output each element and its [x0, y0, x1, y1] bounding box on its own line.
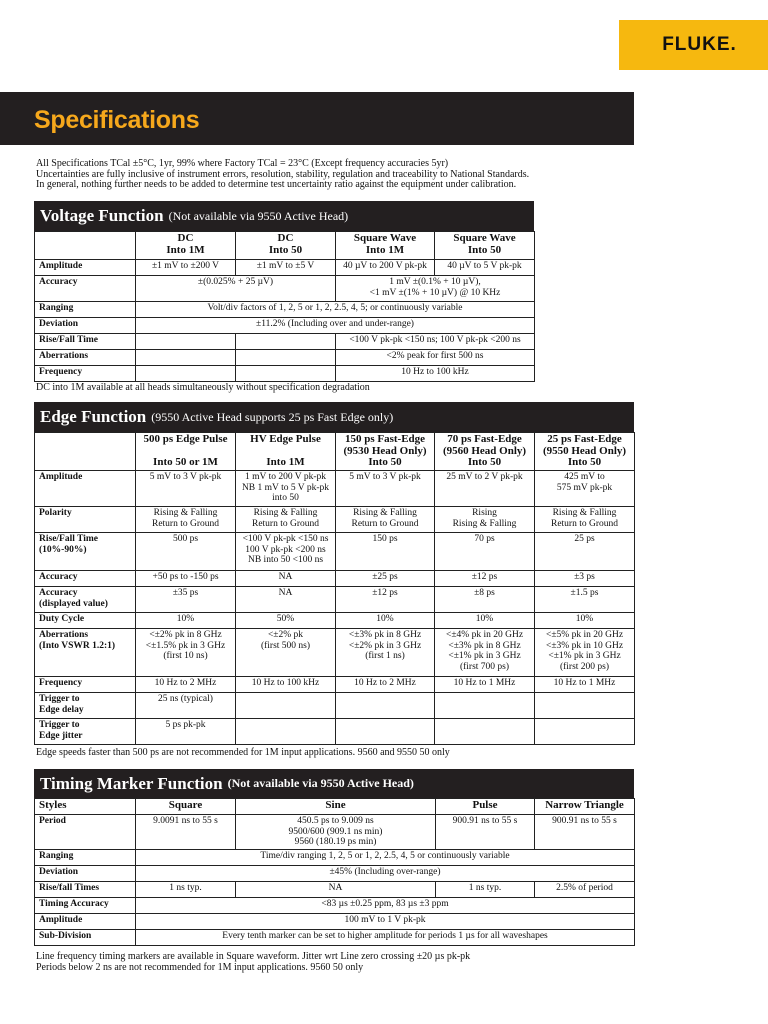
table-cell: Time/div ranging 1, 2, 5 or 1, 2, 2.5, 4, 5 or continuously variable [136, 850, 635, 866]
table-cell: 70 ps [435, 533, 535, 571]
table-cell: 10 Hz to 100 kHz [336, 366, 535, 382]
table-cell: <±4% pk in 20 GHz <±3% pk in 8 GHz <±1% pk in 3 GHz (first 700 ps) [435, 629, 535, 677]
voltage-section-header [34, 201, 534, 231]
table-cell: 900.91 ns to 55 s [535, 815, 635, 850]
voltage-table [34, 231, 535, 382]
table-cell [535, 719, 635, 745]
row-label: Ranging [35, 302, 136, 318]
table-row [35, 613, 635, 629]
table-cell: ±35 ps [136, 587, 236, 613]
logo-text: FLUKE. [662, 34, 737, 55]
table-cell: ±11.2% (Including over and under-range) [136, 318, 535, 334]
table-row [35, 677, 635, 693]
edge-table [34, 432, 635, 745]
table-cell: <±3% pk in 8 GHz <±2% pk in 3 GHz (first 1 ns) [336, 629, 435, 677]
table-cell: 5 mV to 3 V pk-pk [336, 471, 435, 507]
table-row [35, 571, 635, 587]
header-cell: Sine [236, 799, 436, 815]
table-cell: 10 Hz to 100 kHz [236, 677, 336, 693]
table-cell: 10 Hz to 1 MHz [435, 677, 535, 693]
table-cell: NA [236, 882, 436, 898]
row-label: Duty Cycle [35, 613, 136, 629]
edge-subtitle: (9550 Active Head supports 25 ps Fast Edge only) [151, 409, 394, 424]
table-cell: 450.5 ps to 9.009 ns 9500/600 (909.1 ns min) 9560 (180.19 ps min) [236, 815, 436, 850]
header-cell: DC Into 50 [236, 232, 336, 260]
row-label: Rise/Fall Time (10%-90%) [35, 533, 136, 571]
table-cell: ±(0.025% + 25 µV) [136, 276, 336, 302]
table-row [35, 587, 635, 613]
table-cell: 150 ps [336, 533, 435, 571]
voltage-note: DC into 1M available at all heads simultaneously without specification degradation [36, 382, 370, 393]
table-cell: <83 µs ±0.25 ppm, 83 µs ±3 ppm [136, 898, 635, 914]
table-cell: Rising & Falling Return to Ground [535, 507, 635, 533]
table-cell: 9.0091 ns to 55 s [136, 815, 236, 850]
header-cell: Square [136, 799, 236, 815]
page-title: Specifications [34, 106, 200, 134]
table-cell: Rising & Falling Return to Ground [136, 507, 236, 533]
table-cell: <100 V pk-pk <150 ns; 100 V pk-pk <200 ns [336, 334, 535, 350]
edge-section-header [34, 402, 634, 432]
table-cell [236, 366, 336, 382]
edge-title: Edge Function [40, 407, 147, 426]
row-label: Amplitude [35, 914, 136, 930]
row-label: Deviation [35, 318, 136, 334]
table-cell: 25 mV to 2 V pk-pk [435, 471, 535, 507]
table-cell: 10% [336, 613, 435, 629]
table-cell: 25 ns (typical) [136, 693, 236, 719]
table-cell: 10 Hz to 1 MHz [535, 677, 635, 693]
table-row [35, 719, 635, 745]
table-cell [136, 366, 236, 382]
table-cell: 100 mV to 1 V pk-pk [136, 914, 635, 930]
timing-table [34, 798, 635, 946]
table-cell: <100 V pk-pk <150 ns 100 V pk-pk <200 ns NB into 50 <100 ns [236, 533, 336, 571]
header-cell: HV Edge Pulse Into 1M [236, 433, 336, 471]
intro-text [36, 159, 636, 191]
header-cell [35, 232, 136, 260]
table-row [35, 507, 635, 533]
table-cell: ±45% (Including over-range) [136, 866, 635, 882]
table-cell [136, 350, 236, 366]
table-cell [236, 693, 336, 719]
table-cell [435, 719, 535, 745]
row-label: Accuracy [35, 276, 136, 302]
table-cell: 425 mV to 575 mV pk-pk [535, 471, 635, 507]
table-cell: ±25 ps [336, 571, 435, 587]
table-row [35, 693, 635, 719]
header-cell: Narrow Triangle [535, 799, 635, 815]
header-cell: Square Wave Into 50 [435, 232, 535, 260]
table-cell: 1 ns typ. [436, 882, 535, 898]
header-cell [35, 433, 136, 471]
table-cell: 10% [435, 613, 535, 629]
edge-note: Edge speeds faster than 500 ps are not recommended for 1M input applications. 9560 and 9550 50 only [36, 747, 450, 758]
timing-section-header [34, 769, 634, 798]
table-cell: <2% peak for first 500 ns [336, 350, 535, 366]
table-cell [236, 350, 336, 366]
table-cell: ±1 mV to ±5 V [236, 260, 336, 276]
row-label: Frequency [35, 366, 136, 382]
timing-subtitle: (Not available via 9550 Active Head) [227, 776, 414, 790]
header-cell: DC Into 1M [136, 232, 236, 260]
table-cell: Every tenth marker can be set to higher amplitude for periods 1 µs for all waveshapes [136, 930, 635, 946]
header-cell: Styles [35, 799, 136, 815]
table-cell: 500 ps [136, 533, 236, 571]
table-cell: ±1.5 ps [535, 587, 635, 613]
table-cell: +50 ps to -150 ps [136, 571, 236, 587]
table-cell: 50% [236, 613, 336, 629]
intro-line: In general, nothing further needs to be added to determine test uncertainty ratio against the equipment under calibration. [36, 179, 517, 191]
table-cell: ±1 mV to ±200 V [136, 260, 236, 276]
table-cell: 40 µV to 200 V pk-pk [336, 260, 435, 276]
table-cell: 5 ps pk-pk [136, 719, 236, 745]
row-label: Accuracy [35, 571, 136, 587]
row-label: Sub-Division [35, 930, 136, 946]
table-cell: ±3 ps [535, 571, 635, 587]
table-row [35, 471, 635, 507]
header-cell: 150 ps Fast-Edge (9530 Head Only) Into 50 [336, 433, 435, 471]
row-label: Timing Accuracy [35, 898, 136, 914]
table-cell [136, 334, 236, 350]
header-cell: 25 ps Fast-Edge (9550 Head Only) Into 50 [535, 433, 635, 471]
table-cell [236, 719, 336, 745]
row-label: Trigger to Edge delay [35, 693, 136, 719]
table-cell: Rising & Falling Return to Ground [336, 507, 435, 533]
table-cell: 1 ns typ. [136, 882, 236, 898]
header-cell: 500 ps Edge Pulse Into 50 or 1M [136, 433, 236, 471]
table-cell [336, 719, 435, 745]
intro-line: Uncertainties are fully inclusive of instrument errors, resolution, stability, regulation and traceability to National Standards. [36, 168, 530, 180]
row-label: Trigger to Edge jitter [35, 719, 136, 745]
table-cell: 40 µV to 5 V pk-pk [435, 260, 535, 276]
table-cell: ±8 ps [435, 587, 535, 613]
table-cell: 1 mV ±(0.1% + 10 µV), <1 mV ±(1% + 10 µV) @ 10 KHz [336, 276, 535, 302]
table-cell: 2.5% of period [535, 882, 635, 898]
row-label: Rise/fall Times [35, 882, 136, 898]
row-label: Aberrations [35, 350, 136, 366]
voltage-title: Voltage Function [40, 206, 164, 225]
row-label: Deviation [35, 866, 136, 882]
title-bar [0, 92, 634, 145]
timing-note-1: Line frequency timing markers are available in Square waveform. Jitter wrt Line zero crossing ±20 µs pk-pk [36, 951, 471, 962]
table-cell: 10 Hz to 2 MHz [336, 677, 435, 693]
table-cell: ±12 ps [336, 587, 435, 613]
table-cell: 5 mV to 3 V pk-pk [136, 471, 236, 507]
table-cell: <±2% pk in 8 GHz <±1.5% pk in 3 GHz (first 10 ns) [136, 629, 236, 677]
fluke-logo [619, 20, 768, 70]
row-label: Frequency [35, 677, 136, 693]
table-cell: NA [236, 587, 336, 613]
table-cell: Volt/div factors of 1, 2, 5 or 1, 2, 2.5, 4, 5; or continuously variable [136, 302, 535, 318]
table-cell: Rising & Falling Return to Ground [236, 507, 336, 533]
table-cell [435, 693, 535, 719]
table-cell: 10% [136, 613, 236, 629]
row-label: Ranging [35, 850, 136, 866]
table-cell: 900.91 ns to 55 s [436, 815, 535, 850]
table-cell [535, 693, 635, 719]
timing-title: Timing Marker Function [40, 773, 223, 793]
table-cell: <±2% pk (first 500 ns) [236, 629, 336, 677]
table-cell: NA [236, 571, 336, 587]
table-cell: 10% [535, 613, 635, 629]
table-row [35, 629, 635, 677]
table-cell [236, 334, 336, 350]
row-label: Amplitude [35, 260, 136, 276]
table-row [35, 533, 635, 571]
row-label: Accuracy (displayed value) [35, 587, 136, 613]
row-label: Polarity [35, 507, 136, 533]
header-cell: Pulse [436, 799, 535, 815]
table-cell: <±5% pk in 20 GHz <±3% pk in 10 GHz <±1% pk in 3 GHz (first 200 ps) [535, 629, 635, 677]
timing-note-2: Periods below 2 ns are not recommended for 1M input applications. 9560 50 only [36, 962, 364, 973]
table-cell: 1 mV to 200 V pk-pk NB 1 mV to 5 V pk-pk into 50 [236, 471, 336, 507]
row-label: Aberrations (Into VSWR 1.2:1) [35, 629, 136, 677]
table-cell: ±12 ps [435, 571, 535, 587]
voltage-subtitle: (Not available via 9550 Active Head) [168, 208, 349, 223]
header-cell: Square Wave Into 1M [336, 232, 435, 260]
table-cell: 25 ps [535, 533, 635, 571]
table-cell: 10 Hz to 2 MHz [136, 677, 236, 693]
intro-line: All Specifications TCal ±5°C, 1yr, 99% where Factory TCal = 23°C (Except frequency accuracies 5yr) [36, 158, 449, 169]
row-label: Amplitude [35, 471, 136, 507]
table-cell [336, 693, 435, 719]
header-cell: 70 ps Fast-Edge (9560 Head Only) Into 50 [435, 433, 535, 471]
row-label: Rise/Fall Time [35, 334, 136, 350]
table-cell: Rising Rising & Falling [435, 507, 535, 533]
row-label: Period [35, 815, 136, 850]
